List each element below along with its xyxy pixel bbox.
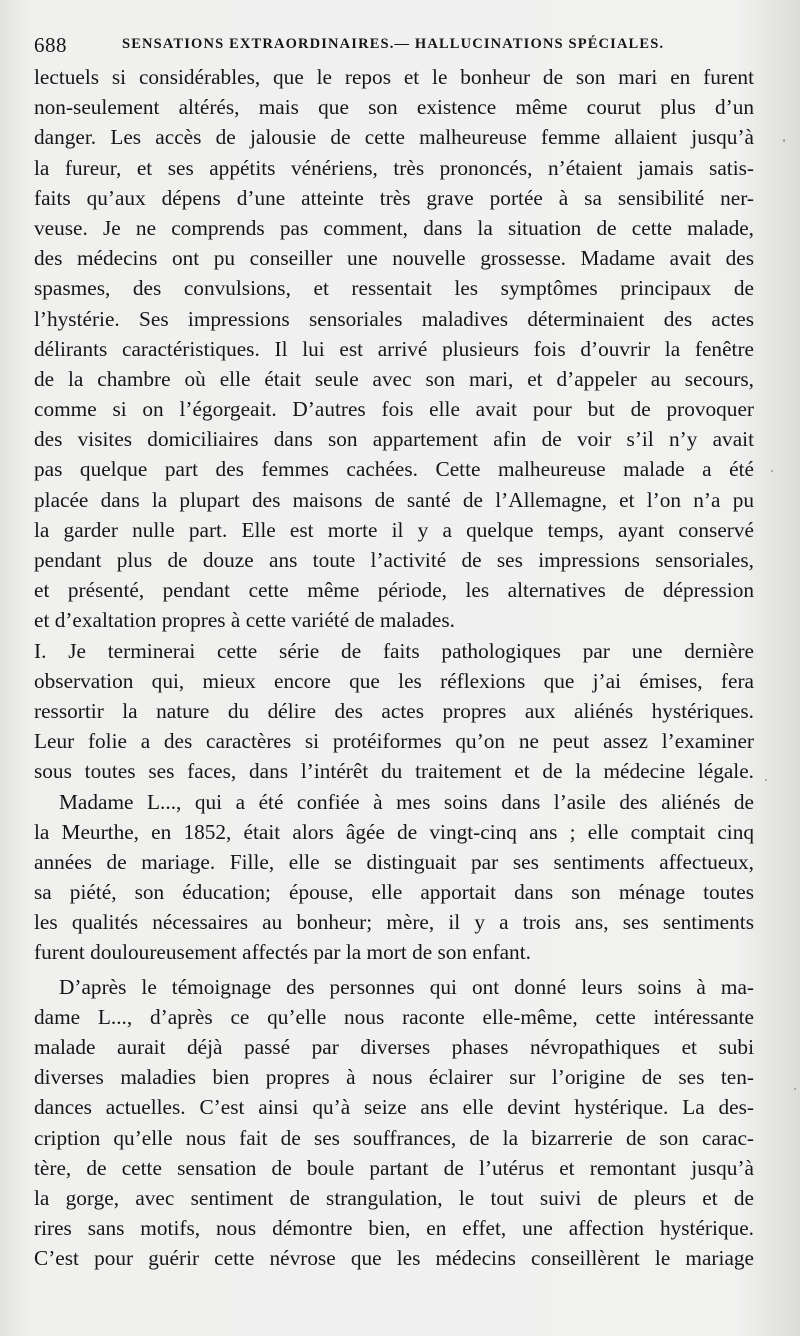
text-line: non-seulement altérés, mais que son existence même courut plus d’un — [34, 95, 754, 120]
text-line: tère, de cette sensation de boule partant de l’utérus et remontant jusqu’à — [34, 1155, 754, 1180]
text-line: des médecins ont pu conseiller une nouvelle grossesse. Madame avait des — [34, 246, 754, 271]
text-line: la garder nulle part. Elle est morte il y a quelque temps, ayant conservé — [34, 517, 754, 542]
text-line: ressortir la nature du délire des actes propres aux aliénés hystériques. — [34, 698, 754, 723]
text-line: veuse. Je ne comprends pas comment, dans la situation de cette malade, — [34, 215, 754, 240]
text-line: sous toutes ses faces, dans l’intérêt du traitement et de la médecine légale. — [34, 759, 754, 784]
text-line: années de mariage. Fille, elle se distinguait par ses sentiments affectueux, — [34, 849, 754, 874]
text-line: malade aurait déjà passé par diverses phases névropathiques et subi — [34, 1035, 754, 1059]
page-header — [34, 33, 774, 59]
text-line: l’hystérie. Ses impressions sensoriales maladives déterminaient des actes — [34, 306, 754, 331]
text-line: faits qu’aux dépens d’une atteinte très grave portée à sa sensibilité ner- — [34, 185, 754, 210]
text-line: dances actuelles. C’est ainsi qu’à seize ans elle devint hystérique. La des- — [34, 1095, 754, 1120]
text-line: cription qu’elle nous fait de ses souffrances, de la bizarrerie de son carac- — [34, 1125, 754, 1150]
text-line: et d’exaltation propres à cette variété de malades. — [34, 608, 455, 633]
section-first-line: I. Je terminerai cette série de faits pathologiques par une dernière — [34, 638, 754, 663]
text-line: la fureur, et ses appétits vénériens, très prononcés, n’étaient jamais satis- — [34, 155, 754, 180]
text-line: rires sans motifs, nous démontre bien, en effet, une affection hystérique. — [34, 1216, 754, 1241]
text-line: la Meurthe, en 1852, était alors âgée de vingt-cinq ans ; elle comptait cinq — [34, 819, 754, 844]
text-line: furent douloureusement affectés par la mort de son enfant. — [34, 940, 531, 965]
text-line: comme si on l’égorgeait. D’autres fois elle avait pour but de provoquer — [34, 397, 754, 422]
page-number: 688 — [34, 33, 67, 57]
paragraph-first-line: Madame L..., qui a été confiée à mes soins dans l’asile des aliénés de — [59, 789, 754, 814]
text-line: observation qui, mieux encore que les réflexions que j’ai émises, fera — [34, 668, 754, 693]
text-line: des visites domiciliaires dans son appartement afin de voir s’il n’y avait — [34, 427, 754, 452]
text-line: pas quelque part des femmes cachées. Cette malheureuse malade a été — [34, 457, 754, 482]
text-line: délirants caractéristiques. Il lui est arrivé plusieurs fois d’ouvrir la fenêtre — [34, 336, 754, 361]
paragraph-first-line: D’après le témoignage des personnes qui ont donné leurs soins à ma- — [59, 974, 754, 999]
text-line: placée dans la plupart des maisons de santé de l’Allemagne, et l’on n’a pu — [34, 487, 754, 512]
text-line: danger. Les accès de jalousie de cette malheureuse femme allaient jusqu’à — [34, 125, 754, 150]
running-title: SENSATIONS EXTRAORDINAIRES.— HALLUCINATIONS SPÉCIALES. — [122, 36, 665, 52]
body-text — [34, 62, 754, 1274]
text-line: de la chambre où elle était seule avec son mari, et d’appeler au secours, — [34, 366, 754, 391]
text-line: la gorge, avec sentiment de strangulation, le tout suivi de pleurs et de — [34, 1185, 754, 1210]
text-line: spasmes, des convulsions, et ressentait les symptômes principaux de — [34, 276, 754, 301]
text-line: pendant plus de douze ans toute l’activité de ses impressions sensoriales, — [34, 548, 754, 572]
text-line: dame L..., d’après ce qu’elle nous raconte elle-même, cette intéressante — [34, 1004, 754, 1029]
text-line: les qualités nécessaires au bonheur; mère, il y a trois ans, ses sentiments — [34, 910, 754, 935]
text-line: C’est pour guérir cette névrose que les médecins conseillèrent le mariage — [34, 1246, 754, 1271]
text-line: sa piété, son éducation; épouse, elle apportait dans son ménage toutes — [34, 880, 754, 905]
text-line: Leur folie a des caractères si protéiformes qu’on ne peut assez l’examiner — [34, 729, 754, 754]
text-line: diverses maladies bien propres à nous éclairer sur l’origine de ses ten- — [34, 1065, 754, 1090]
text-line: lectuels si considérables, que le repos et le bonheur de son mari en furent — [34, 65, 754, 89]
text-line: et présenté, pendant cette même période, les alternatives de dépression — [34, 578, 754, 603]
